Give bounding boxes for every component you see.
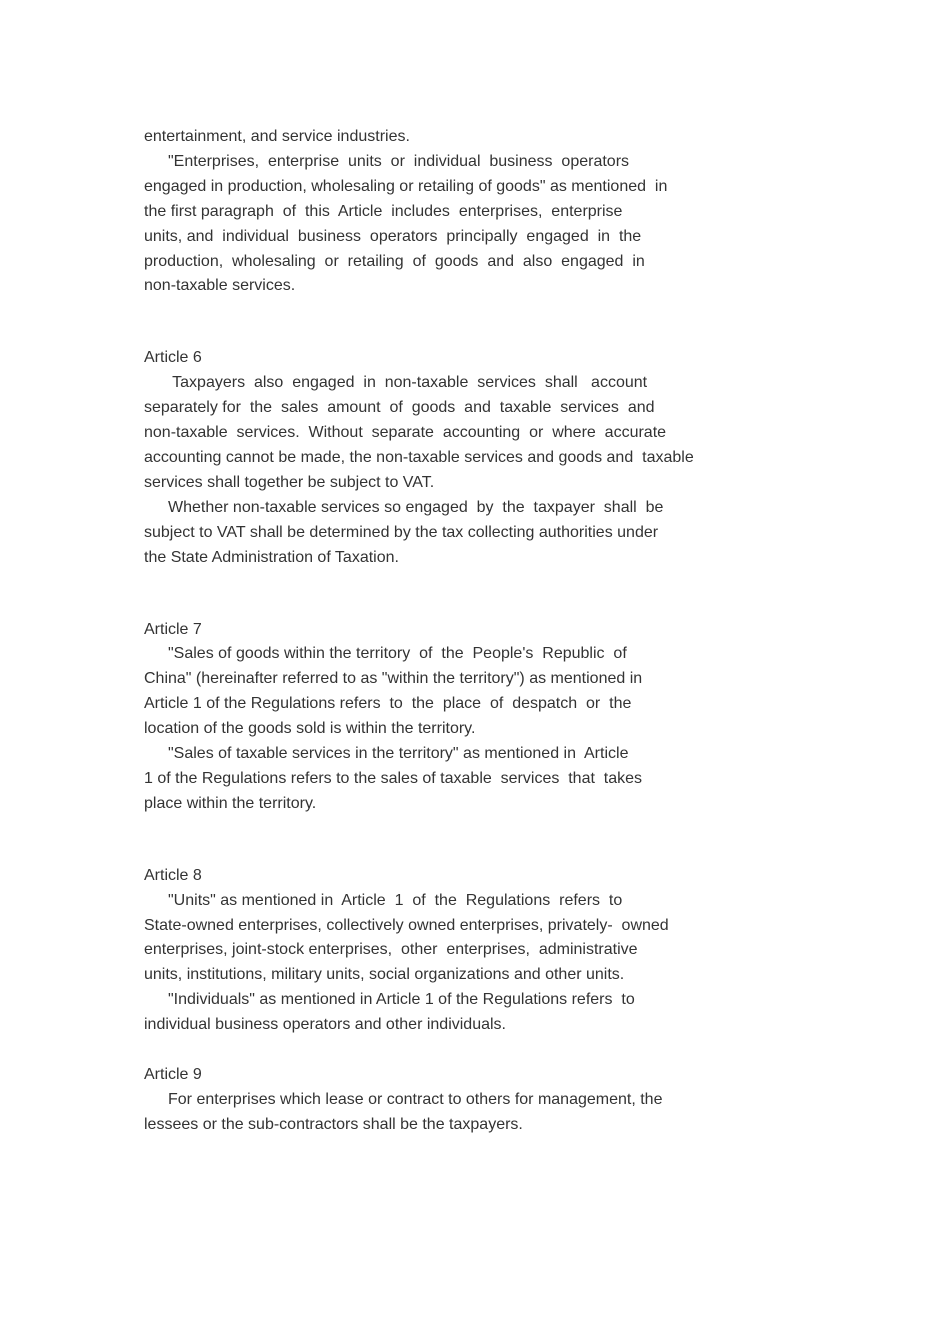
section-gap (144, 299, 744, 346)
article-heading: Article 8 (144, 866, 202, 884)
text-line: "Sales of taxable services in the territory" as mentioned in Article (168, 745, 629, 763)
text-line: subject to VAT shall be determined by the tax collecting authorities under (144, 523, 659, 541)
text-line: the State Administration of Taxation. (144, 548, 399, 566)
text-line: services shall together be subject to VAT. (144, 473, 435, 491)
text-line: non-taxable services. Without separate accounting or where accurate (144, 424, 667, 442)
text-line: Whether non-taxable services so engaged by the taxpayer shall be (168, 498, 664, 516)
text-line: non-taxable services. (144, 277, 296, 295)
text-line: separately for the sales amount of goods and taxable services and (144, 399, 655, 417)
intro-section (144, 125, 744, 299)
text-line: engaged in production, wholesaling or retailing of goods" as mentioned in (144, 177, 668, 195)
article-6-section (144, 346, 744, 570)
text-line: "Enterprises, enterprise units or individual business operators (168, 152, 630, 170)
section-gap (144, 817, 744, 864)
article-7-section (144, 618, 744, 817)
text-line: units, and individual business operators principally engaged in the (144, 227, 642, 245)
article-heading: Article 6 (144, 349, 202, 367)
text-line: lessees or the sub-contractors shall be the taxpayers. (144, 1115, 523, 1133)
text-line: China" (hereinafter referred to as "within the territory") as mentioned in (144, 670, 643, 688)
document-page (144, 125, 744, 1138)
article-heading: Article 9 (144, 1065, 202, 1083)
section-gap (144, 1038, 744, 1063)
article-9-section (144, 1063, 744, 1138)
text-line: individual business operators and other individuals. (144, 1016, 506, 1034)
section-gap (144, 571, 744, 618)
text-line: "Sales of goods within the territory of the People's Republic of (168, 645, 627, 663)
text-line: production, wholesaling or retailing of goods and also engaged in (144, 252, 645, 270)
text-line: units, institutions, military units, social organizations and other units. (144, 966, 625, 984)
text-line: For enterprises which lease or contract to others for management, the (168, 1090, 663, 1108)
text-line: location of the goods sold is within the territory. (144, 720, 476, 738)
text-line: enterprises, joint-stock enterprises, other enterprises, administrative (144, 941, 638, 959)
text-line: "Units" as mentioned in Article 1 of the Regulations refers to (168, 891, 623, 909)
article-8-section (144, 864, 744, 1038)
text-line: 1 of the Regulations refers to the sales of taxable services that takes (144, 769, 643, 787)
text-line: the first paragraph of this Article includes enterprises, enterprise (144, 202, 623, 220)
text-line: Taxpayers also engaged in non-taxable services shall account (168, 374, 648, 392)
text-line: accounting cannot be made, the non-taxable services and goods and taxable (144, 448, 694, 466)
text-line: place within the territory. (144, 794, 317, 812)
text-line: entertainment, and service industries. (144, 128, 410, 145)
text-line: "Individuals" as mentioned in Article 1 of the Regulations refers to (168, 991, 635, 1009)
text-line: State-owned enterprises, collectively owned enterprises, privately- owned (144, 916, 669, 934)
article-heading: Article 7 (144, 620, 202, 638)
text-line: Article 1 of the Regulations refers to the place of despatch or the (144, 695, 632, 713)
